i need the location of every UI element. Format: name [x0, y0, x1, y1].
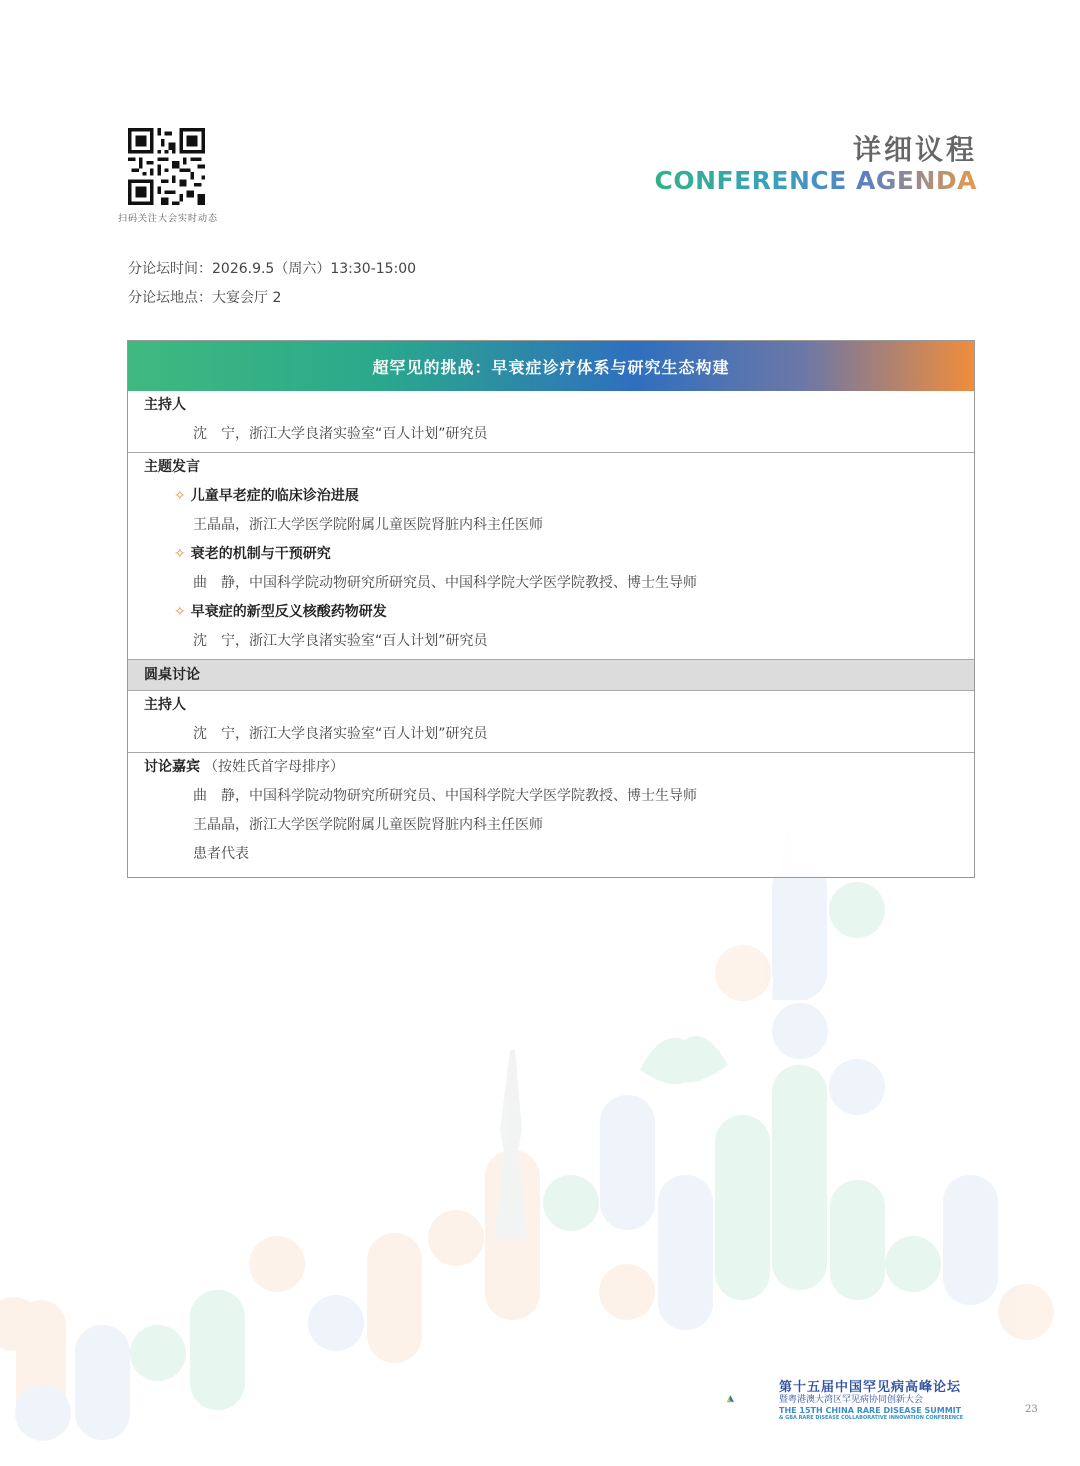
talk-topic-text: 儿童早老症的临床诊治进展: [190, 488, 359, 504]
talks-title: 主题发言: [144, 459, 200, 475]
talk-topic: [128, 598, 974, 627]
star-bullet-icon: ✧: [174, 546, 186, 562]
host-title: 主持人: [144, 397, 186, 413]
panelists-section: [128, 752, 974, 877]
panelists-title-text: 讨论嘉宾: [144, 759, 200, 775]
roundtable-host-title: 主持人: [144, 697, 186, 713]
talk-speaker: 沈 宁，浙江大学良渚实验室“百人计划”研究员: [193, 633, 488, 649]
page-title-cn: 详细议程: [852, 133, 977, 166]
qr-caption: 扫码关注大会实时动态: [117, 214, 218, 224]
star-bullet-icon: ✧: [174, 604, 186, 620]
forum-place: 分论坛地点：大宴会厅 2: [128, 290, 282, 306]
session-banner: 超罕见的挑战：早衰症诊疗体系与研究生态构建: [128, 341, 974, 391]
summit-logo-text: [779, 1380, 963, 1422]
summit-name-en: THE 15TH CHINA RARE DISEASE SUMMIT: [779, 1406, 962, 1415]
roundtable-header: 圆桌讨论: [128, 659, 974, 690]
background-decoration: [0, 820, 1080, 1466]
talk-topic: [128, 482, 974, 511]
panelists-title: [128, 753, 974, 782]
forum-time: 分论坛时间：2026.9.5（周六）13:30-15:00: [128, 261, 417, 277]
talk-speaker: 曲 静，中国科学院动物研究所研究员、中国科学院大学医学院教授、博士生导师: [193, 575, 697, 591]
talks-section: [128, 452, 974, 659]
panelist: 曲 静，中国科学院动物研究所研究员、中国科学院大学医学院教授、博士生导师: [193, 788, 697, 804]
host-person: 沈 宁，浙江大学良渚实验室“百人计划”研究员: [193, 426, 488, 442]
summit-subtitle-en: & GBA RARE DISEASE COLLABORATIVE INNOVATION CONFERENCE: [779, 1415, 964, 1421]
talk-speaker: 王晶晶，浙江大学医学院附属儿童医院肾脏内科主任医师: [193, 517, 543, 533]
talk-topic-text: 衰老的机制与干预研究: [190, 546, 331, 562]
panelist: 王晶晶，浙江大学医学院附属儿童医院肾脏内科主任医师: [193, 817, 543, 833]
host-section: [128, 391, 974, 452]
star-bullet-icon: ✧: [174, 488, 186, 504]
qr-code-icon[interactable]: [128, 128, 205, 205]
summit-logo-icon: [726, 1377, 776, 1421]
agenda-table: [127, 340, 975, 878]
talk-topic: [128, 540, 974, 569]
roundtable-host-section: [128, 690, 974, 752]
summit-name-cn: 第十五届中国罕见病高峰论坛: [779, 1380, 962, 1395]
panelists-note: （按姓氏首字母排序）: [204, 759, 344, 775]
talk-topic-text: 早衰症的新型反义核酸药物研发: [190, 604, 387, 620]
roundtable-host-person: 沈 宁，浙江大学良渚实验室“百人计划”研究员: [193, 726, 488, 742]
page-title-en: CONFERENCE AGENDA: [654, 166, 977, 195]
panelist: 患者代表: [193, 846, 249, 862]
summit-subtitle-cn: 暨粤港澳大湾区罕见病协同创新大会: [779, 1395, 924, 1405]
page-number: 23: [1025, 1404, 1038, 1415]
